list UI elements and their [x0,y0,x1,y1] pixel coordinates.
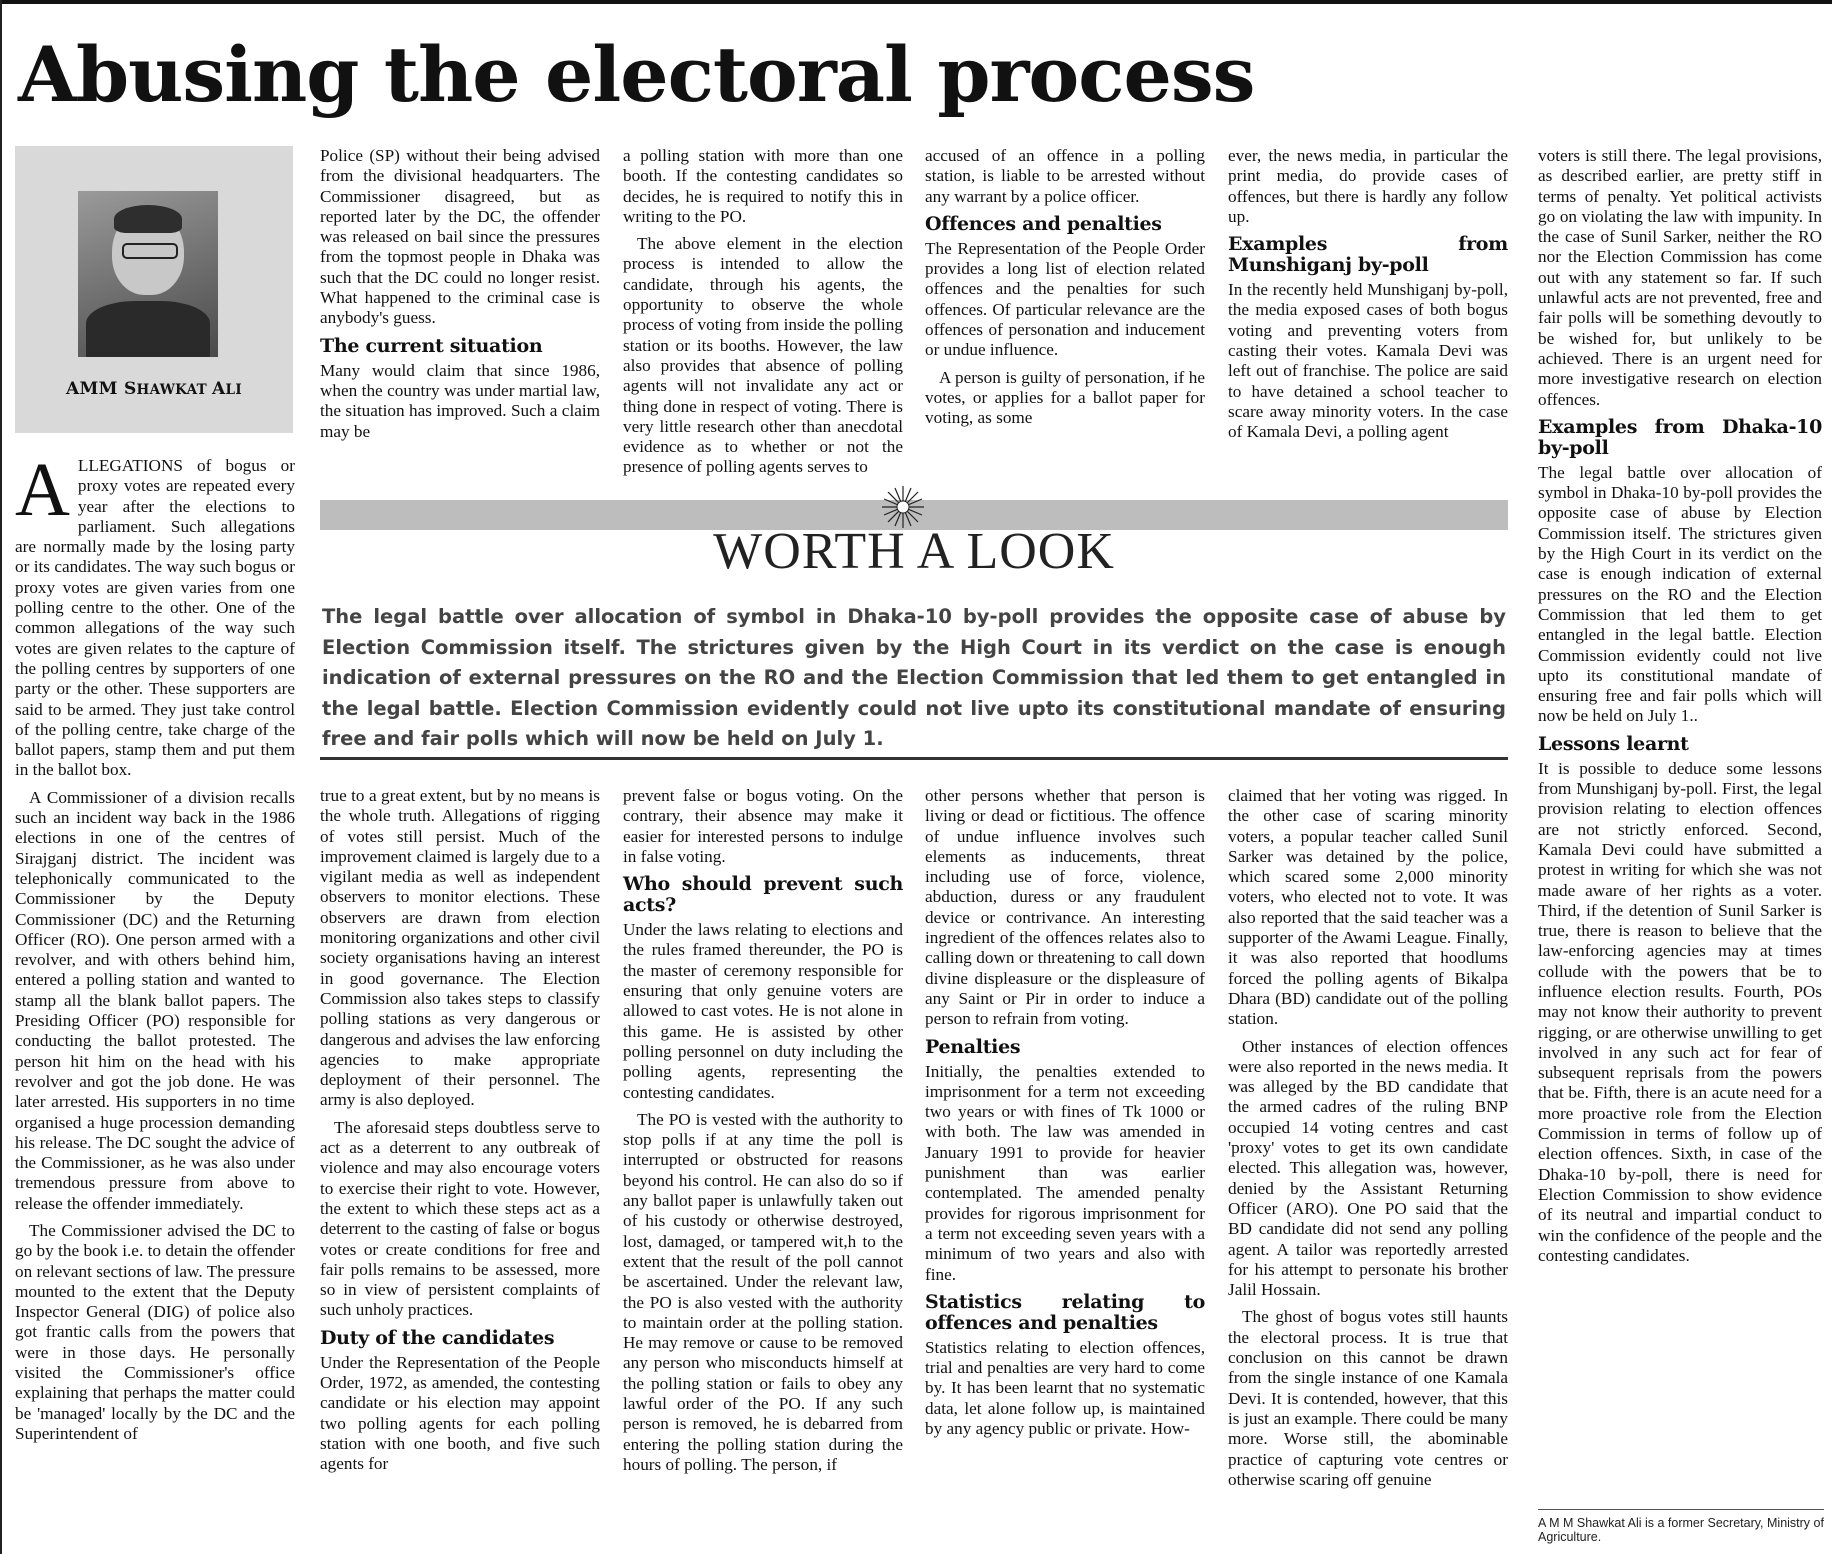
body-paragraph: voters is still there. The legal provisions, as described earlier, are pretty stiff in terms of penalty. Yet political activists go on violating the law with impunity. In the case of Sunil Sarker, neither the RO nor the Election Commission has come out with any statement so far. If such unlawful acts are not prevented, free and fair polls will be something devoutly to be wished for, but unlikely to be achieved. There is an urgent need for more investigative research on election offences. [1538,146,1822,409]
body-paragraph: The legal battle over allocation of symbol in Dhaka-10 by-poll provides the opposite case of abuse by Election Commission itself. The strictures given by the High Court in its verdict on the case is enough indication of external pressures on the RO and the Election Commission that led them to get entangled in the legal battle. Election Commission evidently could not live upto its constitutional mandate of ensuring free and fair polls which will now be held on July 1.. [1538,462,1822,726]
body-paragraph: The Commissioner advised the DC to go by the book i.e. to detain the offender on relevant sections of law. The pressure mounted to the extent that the Deputy Inspector General (DIG) of police also got frantic calls from the powers that were in those days. He personally visited the Commissioner's office explaining that perhaps the matter could be 'managed' locally by the DC and the Superintendent of [15,1220,295,1443]
column-3-bottom [623,786,903,1482]
body-paragraph: accused of an offence in a polling station, is liable to be arrested without any warrant by a police officer. [925,146,1205,206]
column-1 [15,448,295,1451]
column-5-bottom [1228,786,1508,1497]
body-paragraph: Other instances of election offences were also reported in the news media. It was alleged by the BD candidate that the armed cadres of the ruling BNP occupied 14 voting centres and cast 'proxy' votes to get its own candidate elected. This allegation was, however, denied by the Assistant Returning Officer (ARO). One PO said that the BD candidate did not send any polling agent. A tailor was reportedly arrested for his attempt to personate his brother Jalil Hossain. [1228,1036,1508,1300]
footnote-rule [1538,1509,1824,1510]
body-paragraph: It is possible to deduce some lessons from Munshiganj by-poll. First, the legal provision relating to election offences are not strictly enforced. Second, Kamala Devi could have submitted a protest in writing for which she was not made aware of her rights as a voter. Third, if the detention of Sunil Sarker is true, there is reason to believe that the law-enforcing agencies may at times collude with the powers that be to influence election results. Fourth, POs may not know their authority to prevent rigging, or are otherwise unwilling to get involved in any such act for fear of subsequent reprisals from the powers that be. Fifth, there is an acute need for a more proactive role from the Election Commission in terms of follow up of election offences. Sixth, in case of the Dhaka-10 by-poll, there is need for Election Commission to show evidence of its neutral and impartial conduct to win the confidence of the people and the contesting candidates. [1538,758,1822,1265]
column-6 [1538,146,1822,1273]
left-rule [0,0,2,1554]
body-paragraph: Under the laws relating to elections and the rules framed thereunder, the PO is the master of ceremony responsible for ensuring that only genuine voters are allowed to cast votes. He is not alone in this game. He is assisted by other polling personnel on duty including the polling agents, representing the contesting candidates. [623,920,903,1102]
pull-quote-rule [320,757,1508,760]
subheading: Penalties [925,1035,1021,1058]
top-rule [0,0,1832,4]
column-2-bottom [320,786,600,1482]
column-3-top [623,146,903,485]
body-paragraph: true to a great extent, but by no means is the whole truth. Allegations of rigging of votes still persist. Much of the improvement claimed is largely due to a vigilant media as well as independent observers to monitor elections. These observers are drawn from election monitoring organizations and other civil society organisations having an interest in good governance. The Election Commission also takes steps to classify polling stations as very dangerous or dangerous and advises the law enforcing agencies to make appropriate deployment of their personnel. The army is also deployed. [320,786,600,1110]
subheading: Lessons learnt [1538,732,1689,755]
drop-cap: A [15,448,70,532]
body-paragraph: A Commissioner of a division recalls such an incident way back in the 1986 elections in one of the centres of Sirajganj district. The incident was telephonically communicated to the Commissioner by the Deputy Commissioner (DC) and the Returning Officer (RO). One person armed with a revolver, and with others behind him, entered a polling station and wanted to stamp all the blank ballot papers. The Presiding Officer (PO) responsible for conducting the ballot protested. The person hit him on the head with his revolver and got the job done. He was later arrested. His supporters in no time organised a huge procession demanding his release. The DC sought the advice of the Commissioner, as he was also under tremendous pressure from above to release the offender immediately. [15,787,295,1213]
headline: Abusing the electoral process [18,30,1255,119]
body-paragraph: The above element in the election process is intended to allow the candidate, through his agents, the opportunity to observe the whole process of voting from inside the polling station or its booths. However, the law also provides that absence of polling agents will not invalidate any act or thing done in respect of voting. There is very little research other than anecdotal evidence as to whether or not the presence of polling agents serves to [623,234,903,477]
column-4-top [925,146,1205,436]
body-paragraph: claimed that her voting was rigged. In the other case of scaring minority voters, a popular teacher called Sunil Sarker was detained by the police, which scared some 2,000 minority voters, who elected not to vote. It was also reported that the said teacher was a supporter of the Awami League. Finally, it was also reported that hoodlums forced the polling agents of Bikalpa Dhara (BD) candidate out of the polling station. [1228,786,1508,1029]
body-paragraph: A person is guilty of personation, if he votes, or applies for a ballot paper for voting, as some [925,367,1205,428]
body-paragraph: Under the Representation of the People Order, 1972, as amended, the contesting candidate or his election may appoint two polling agents for each polling station with one booth, and five such agents for [320,1352,600,1474]
author-name: AMM SHAWKAT ALI [66,379,242,399]
body-paragraph: Statistics relating to election offences, trial and penalties are very hard to come by. It has been learnt that no systematic data, let alone follow up, is maintained by any agency public or private. How- [925,1337,1205,1439]
body-paragraph: Police (SP) without their being advised from the divisional headquarters. The Commissioner disagreed, but as reported later by the DC, the offender was released on bail since the pressures from the topmost people in Dhaka was such that the DC could no longer resist. What happened to the criminal case is anybody's guess. [320,146,600,328]
pull-quote-text: The legal battle over allocation of symbol in Dhaka-10 by-poll provides the opposite case of abuse by Election Commission itself. The strictures given by the High Court in its verdict on the case is enough indication of external pressures on the RO and the Election Commission that led them to get entangled in the legal battle. Election Commission evidently could not live upto its constitutional mandate of ensuring free and fair polls which will now be held on July 1. [322,605,1506,750]
column-2-top [320,146,600,449]
author-box [15,146,293,433]
column-4-bottom [925,786,1205,1446]
body-paragraph: prevent false or bogus voting. On the contrary, their absence may make it easier for interested persons to indulge in false voting. [623,786,903,866]
body-paragraph: Many would claim that since 1986, when the country was under martial law, the situation has improved. Such a claim may be [320,360,600,441]
body-paragraph: Initially, the penalties extended to imprisonment for a term not exceeding two years or with fines of Tk 1000 or with both. The law was amended in January 1991 to provide for heavier punishment than was earlier contemplated. The amended penalty provides for rigorous imprisonment for a term not exceeding seven years with a minimum of two years and also with fine. [925,1061,1205,1284]
subheading: Duty of the candidates [320,1326,555,1349]
subheading: Who should prevent such acts? [623,873,903,917]
body-paragraph: ever, the news media, in particular the print media, do provide cases of offences, but there is hardly any follow up. [1228,146,1508,226]
body-paragraph: ALLEGATIONS of bogus or proxy votes are repeated every year after the elections to parliament. Such allegations are normally made by the losing party or its candidates. The way such bogus or proxy votes are given varies from one polling centre to the other. One of the common allegations of the way such votes are given relates to the capture of the polling centres by supporters of one party or the other. These supporters are said to be armed. They just take control of the polling centre, take charge of the ballot papers, stamp them and put them in the ballot box. [15,448,295,780]
subheading: Examples from Munshiganj by-poll [1228,233,1508,277]
pull-quote-title: WORTH A LOOK [713,523,1115,580]
body-paragraph: a polling station with more than one booth. If the contesting candidates so decides, he is required to notify this in writing to the PO. [623,146,903,226]
body-paragraph: other persons whether that person is living or dead or fictitious. The offence of undue influence involves such elements as inducements, threat including use of force, violence, abduction, duress or any fraudulent device or contrivance. An interesting ingredient of the offences relates also to calling down or threatening to call down divine displeasure or the displeasure of any Saint or Pir in order to induce a person to refrain from voting. [925,786,1205,1029]
subheading: Offences and penalties [925,212,1162,235]
subheading: Examples from Dhaka-10 by-poll [1538,415,1822,459]
author-photo [78,191,218,357]
body-paragraph: The ghost of bogus votes still haunts the electoral process. It is true that conclusion on this cannot be drawn from the single instance of one Kamala Devi. It is contended, however, that this is just an example. There could be many more. Worse still, the abominable practice of capturing vote centres or otherwise scaring off genuine [1228,1307,1508,1489]
subheading: The current situation [320,334,543,357]
body-paragraph: The aforesaid steps doubtless serve to act as a deterrent to any outbreak of violence and may also encourage voters to exercise their right to vote. However, the extent to which these steps act as a deterrent to the casting of false or bogus votes or create conditions for free and fair polls remains to be assessed, more so in view of persistent complaints of such unholy practices. [320,1117,600,1320]
body-paragraph: The Representation of the People Order provides a long list of election related offences and the penalties for such offences. Of particular relevance are the offences of personation and inducement or undue influence. [925,238,1205,360]
body-paragraph: The PO is vested with the authority to stop polls if at any time the poll is interrupted or obstructed for reasons beyond his control. He can also do so if any ballot paper is unlawfully taken out of his custody or otherwise destroyed, lost, damaged, or tampered wit,h to the extent that the result of the poll cannot be ascertained. Under the relevant law, the PO is also vested with the authority to maintain order at the polling station. He may remove or cause to be removed any person who misconducts himself at the polling station or fails to obey any lawful order of the PO. If any such person is removed, he is debarred from entering the polling station during the hours of polling. The person, if [623,1109,903,1474]
body-paragraph: In the recently held Munshiganj by-poll, the media exposed cases of both bogus voting and preventing voters from casting their votes. Kamala Devi was left out of franchise. The police are said to have detained a school teacher to scare away minority voters. In the case of Kamala Devi, a polling agent [1228,280,1508,442]
subheading: Statistics relating to offences and penalties [925,1290,1205,1334]
column-5-top [1228,146,1508,450]
author-footnote: A M M Shawkat Ali is a former Secretary, Ministry of Agriculture. [1538,1516,1824,1544]
